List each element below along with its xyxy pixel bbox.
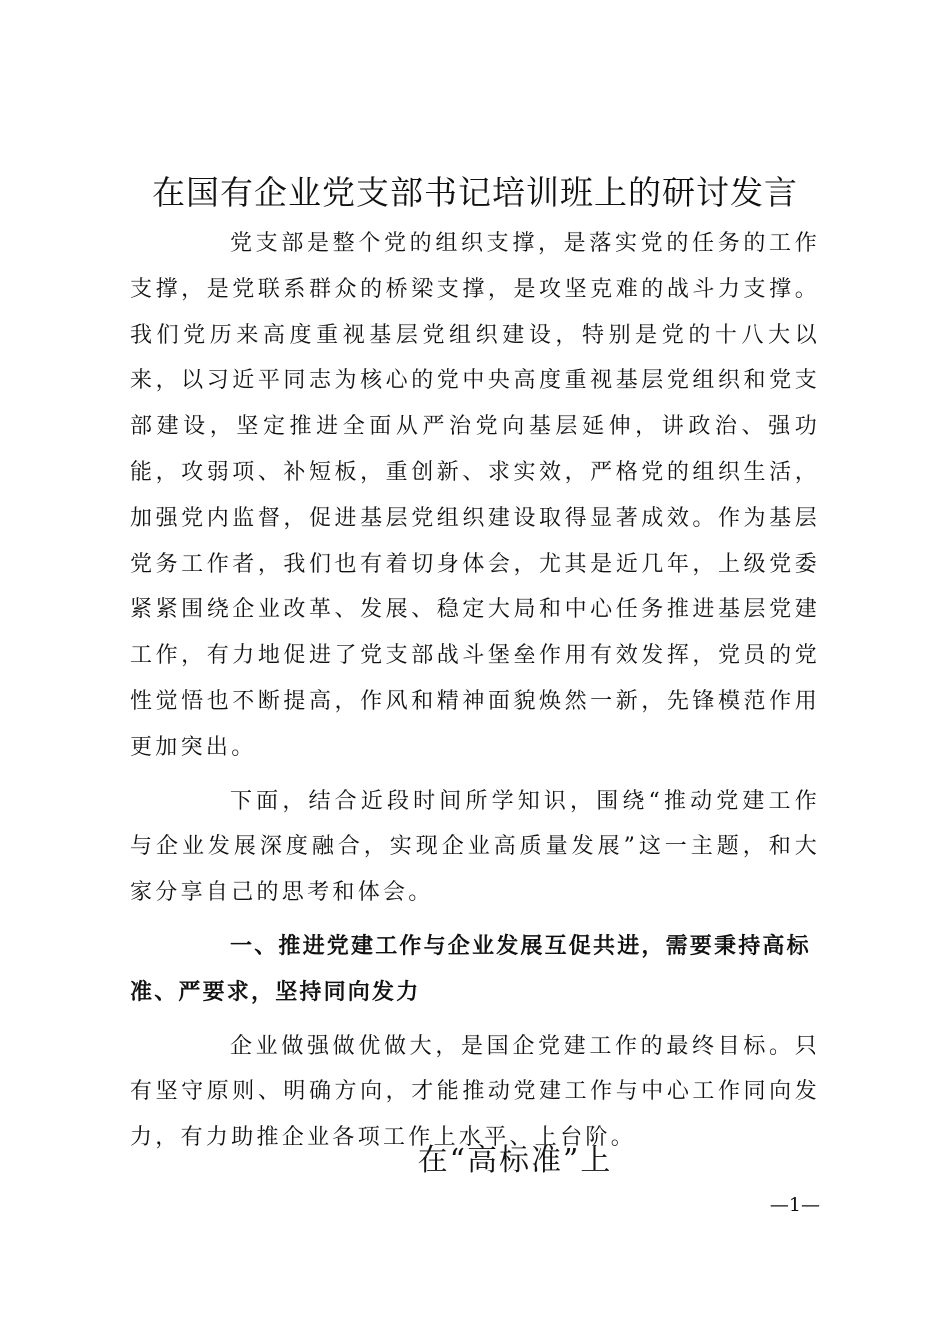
section-1-paragraph: 企业做强做优做大，是国企党建工作的最终目标。只有坚守原则、明确方向，才能推动党建工作与中心工作同向发力，有力助推企业各项工作上水平、上台阶。 bbox=[130, 1033, 820, 1151]
section-1-subheading: 在“高标准”上 bbox=[417, 1143, 613, 1178]
intro-paragraph: 党支部是整个党的组织支撑，是落实党的任务的工作支撑，是党联系群众的桥梁支撑，是攻坚克难的战斗力支撑。我们党历来高度重视基层党组织建设，特别是党的十八大以来，以习近平同志为核心的党中央高度重视基层党组织和党支部建设，坚定推进全面从严治党向基层延伸，讲政治、强功能，攻弱项、补短板，重创新、求实效，严格党的组织生活，加强党内监督，促进基层党组织建设取得显著成效。作为基层党务工作者，我们也有着切身体会，尤其是近几年，上级党委紧紧围绕企业改革、发展、稳定大局和中心任务推进基层党建工作，有力地促进了党支部战斗堡垒作用有效发挥，党员的党性觉悟也不断提高，作风和精神面貌焕然一新，先锋模范作用更加突出。 bbox=[130, 231, 820, 760]
transition-paragraph: 下面，结合近段时间所学知识，围绕“推动党建工作与企业发展深度融合，实现企业高质量发展”这一主题，和大家分享自己的思考和体会。 bbox=[130, 788, 820, 906]
document-body bbox=[130, 221, 820, 1161]
document-title: 在国有企业党支部书记培训班上的研讨发言 bbox=[152, 173, 798, 212]
page-number: —1— bbox=[769, 1194, 820, 1216]
section-1-heading: 一、推进党建工作与企业发展互促共进，需要秉持高标准、严要求，坚持同向发力 bbox=[130, 933, 811, 1005]
